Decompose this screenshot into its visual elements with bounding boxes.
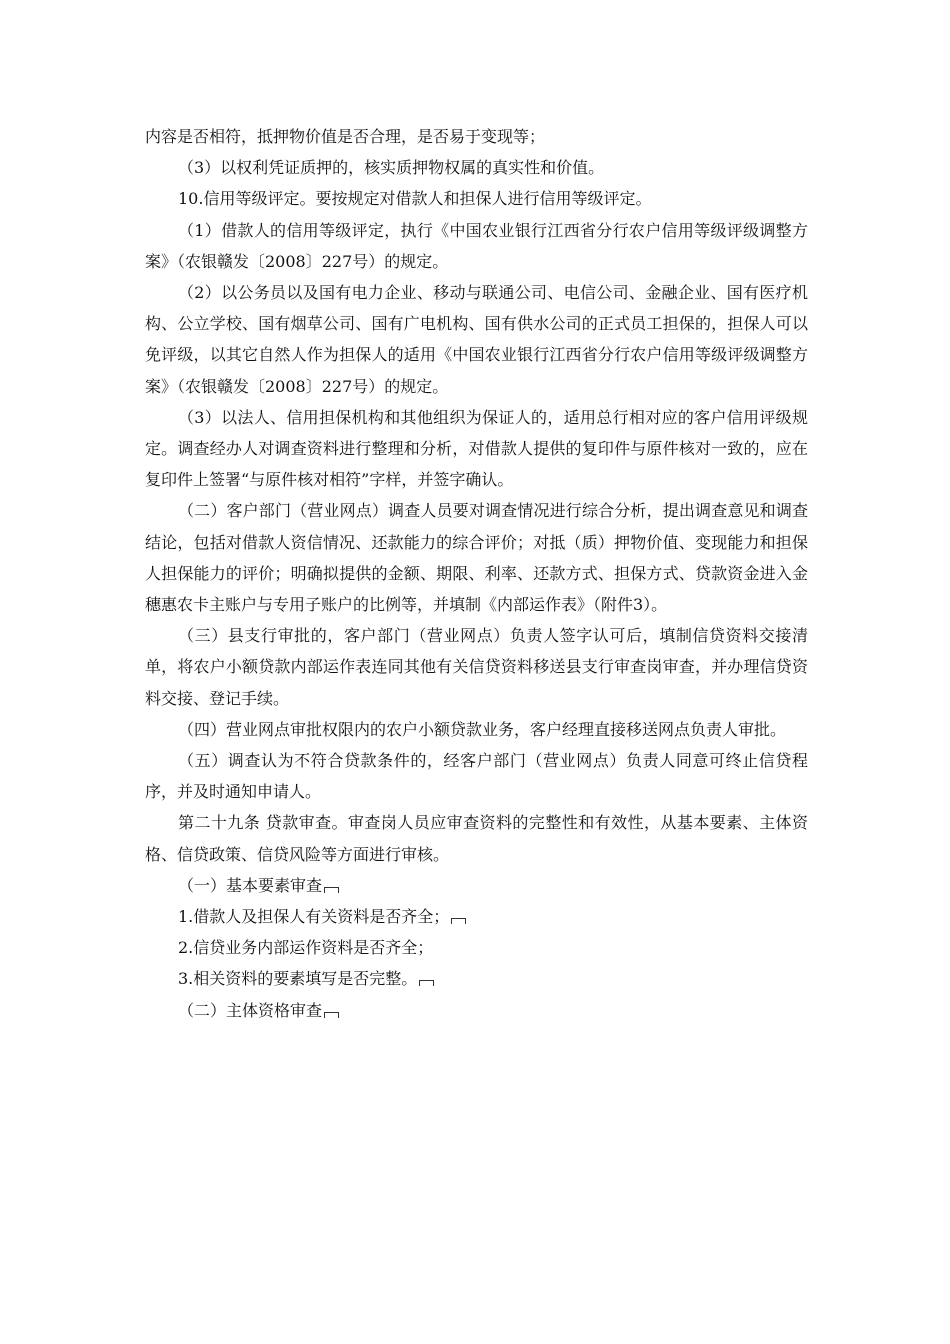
paragraph-3: 10.信用等级评定。要按规定对借款人和担保人进行信用等级评定。 bbox=[178, 189, 652, 209]
document-body bbox=[145, 121, 808, 1026]
paragraph-5: （2）以公务员以及国有电力企业、移动与联通公司、电信公司、金融企业、国有医疗机构、公立学校、国有烟草公司、国有广电机构、国有供水公司的正式员工担保的，担保人可以免评级，以其它自然人作为担保人的适用《中国农业银行江西省分行农户信用等级评级调整方案》（农银赣发〔2008〕227号）的规定。 bbox=[145, 283, 808, 396]
paragraph-7: （二）客户部门（营业网点）调查人员要对调查情况进行综合分析，提出调查意见和调查结论，包括对借款人资信情况、还款能力的综合评价；对抵（质）押物价值、变现能力和担保人担保能力的评价；明确拟提供的金额、期限、利率、还款方式、担保方式、贷款资金进入金穗惠农卡主账户与专用子账户的比例等，并填制《内部运作表》（附件3）。 bbox=[145, 501, 808, 615]
paragraph-2: （3）以权利凭证质押的，核实质押物权属的真实性和价值。 bbox=[178, 158, 605, 178]
paragraph-mark-icon bbox=[324, 887, 339, 893]
paragraph-16: （二）主体资格审查 bbox=[145, 995, 808, 1026]
paragraph-mark-icon bbox=[419, 980, 434, 986]
paragraph-11: 第二十九条 贷款审查。审查岗人员应审查资料的完整性和有效性，从基本要素、主体资格、信贷政策、信贷风险等方面进行审核。 bbox=[145, 813, 808, 864]
paragraph-8: （三）县支行审批的，客户部门（营业网点）负责人签字认可后，填制信贷资料交接清单，将农户小额贷款内部运作表连同其他有关信贷资料移送县支行审查岗审查，并办理信贷资料交接、登记手续。 bbox=[145, 626, 808, 708]
paragraph-9: （四）营业网点审批权限内的农户小额贷款业务，客户经理直接移送网点负责人审批。 bbox=[178, 719, 787, 739]
paragraph-15: 3.相关资料的要素填写是否完整。 bbox=[145, 963, 808, 994]
paragraph-14: 2.信贷业务内部运作资料是否齐全； bbox=[178, 938, 434, 958]
paragraph-10: （五）调查认为不符合贷款条件的，经客户部门（营业网点）负责人同意可终止信贷程序，并及时通知申请人。 bbox=[145, 751, 808, 802]
paragraph-6: （3）以法人、信用担保机构和其他组织为保证人的，适用总行相对应的客户信用评级规定。调查经办人对调查资料进行整理和分析，对借款人提供的复印件与原件核对一致的，应在复印件上签署“与原件核对相符”字样，并签字确认。 bbox=[145, 407, 808, 490]
paragraph-4: （1）借款人的信用等级评定，执行《中国农业银行江西省分行农户信用等级评级调整方案》（农银赣发〔2008〕227号）的规定。 bbox=[145, 220, 808, 271]
paragraph-13: 1.借款人及担保人有关资料是否齐全； bbox=[145, 901, 808, 932]
paragraph-mark-icon bbox=[451, 918, 466, 924]
paragraph-12: （一）基本要素审查 bbox=[145, 870, 808, 901]
paragraph-mark-icon bbox=[324, 1012, 339, 1018]
paragraph-1: 内容是否相符，抵押物价值是否合理，是否易于变现等； bbox=[145, 127, 546, 146]
